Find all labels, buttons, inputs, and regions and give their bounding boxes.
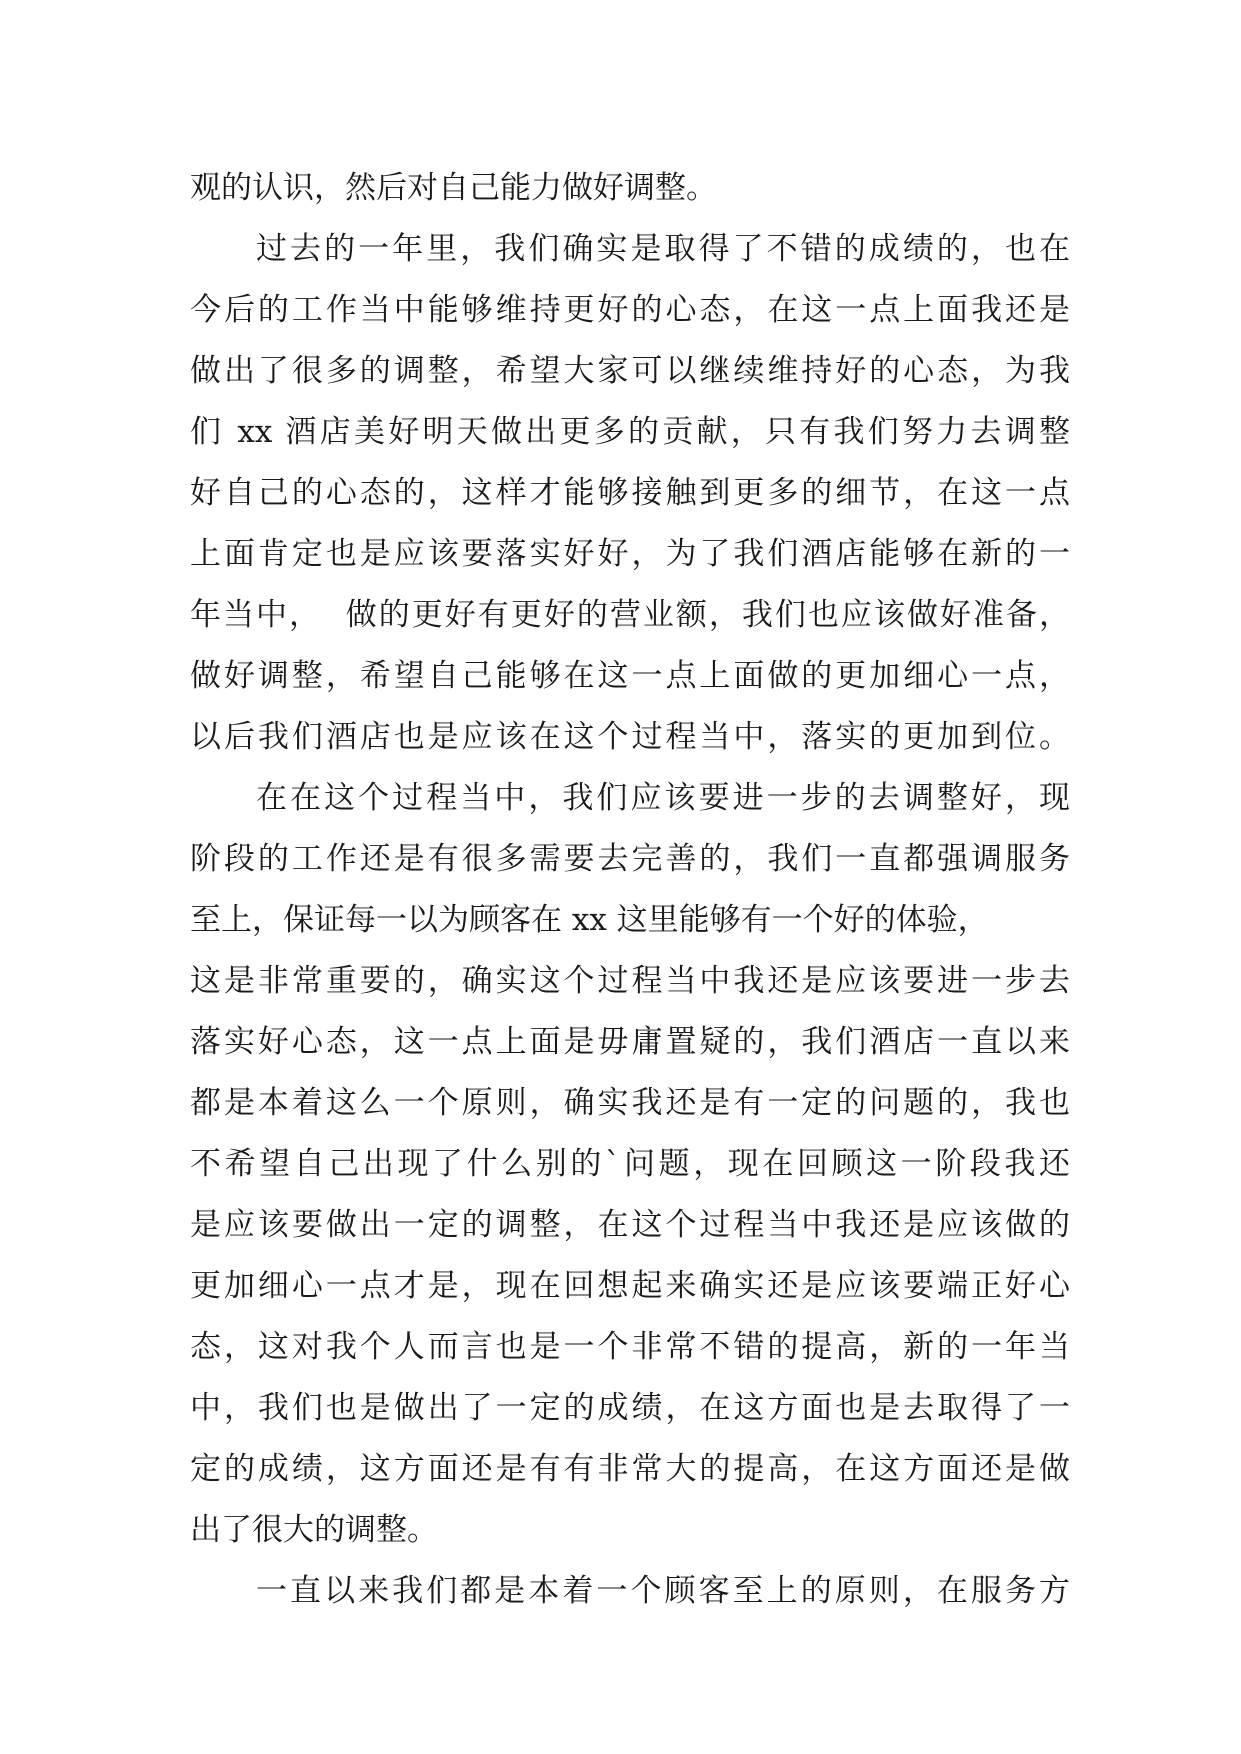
- text-line: 今后的工作当中能够维持更好的心态，在这一点上面我还是: [190, 292, 1070, 328]
- text-line: 好自己的心态的，这样才能够接触到更多的细节，在这一点: [190, 475, 1070, 511]
- text-line: 上面肯定也是应该要落实好好，为了我们酒店能够在新的一: [190, 536, 1070, 572]
- text-line: 落实好心态，这一点上面是毋庸置疑的，我们酒店一直以来: [190, 1024, 1070, 1060]
- text-line: 观的认识，然后对自己能力做好调整。: [190, 170, 717, 206]
- text-line: 定的成绩，这方面还是有有非常大的提高，在这方面还是做: [190, 1451, 1070, 1487]
- text-line: 以后我们酒店也是应该在这个过程当中，落实的更加到位。: [190, 719, 1070, 755]
- text-line: 中，我们也是做出了一定的成绩，在这方面也是去取得了一: [190, 1390, 1070, 1426]
- text-line: 出了很大的调整。: [190, 1512, 438, 1548]
- body-text: [190, 158, 1070, 1622]
- text-line: 态，这对我个人而言也是一个非常不错的提高，新的一年当: [190, 1329, 1070, 1365]
- text-line: 不希望自己出现了什么别的`问题，现在回顾这一阶段我还: [190, 1146, 1070, 1182]
- text-line: 一直以来我们都是本着一个顾客至上的原则，在服务方: [256, 1573, 1070, 1609]
- text-line: 是应该要做出一定的调整，在这个过程当中我还是应该做的: [190, 1207, 1070, 1243]
- text-line: 至上，保证每一以为顾客在 xx 这里能够有一个好的体验，: [190, 902, 989, 938]
- text-line: 更加细心一点才是，现在回想起来确实还是应该要端正好心: [190, 1268, 1070, 1304]
- text-line: 过去的一年里，我们确实是取得了不错的成绩的，也在: [256, 231, 1070, 267]
- text-line: 都是本着这么一个原则，确实我还是有一定的问题的，我也: [190, 1085, 1070, 1121]
- text-line: 这是非常重要的，确实这个过程当中我还是应该要进一步去: [190, 963, 1070, 999]
- text-line: 们 xx 酒店美好明天做出更多的贡献，只有我们努力去调整: [190, 414, 1070, 450]
- text-line: 做出了很多的调整，希望大家可以继续维持好的心态，为我: [190, 353, 1070, 389]
- text-line: 阶段的工作还是有很多需要去完善的，我们一直都强调服务: [190, 841, 1070, 877]
- text-line: 年当中， 做的更好有更好的营业额，我们也应该做好准备，: [190, 597, 1070, 633]
- text-line: 做好调整，希望自己能够在这一点上面做的更加细心一点，: [190, 658, 1070, 694]
- text-line: 在在这个过程当中，我们应该要进一步的去调整好，现: [256, 780, 1070, 816]
